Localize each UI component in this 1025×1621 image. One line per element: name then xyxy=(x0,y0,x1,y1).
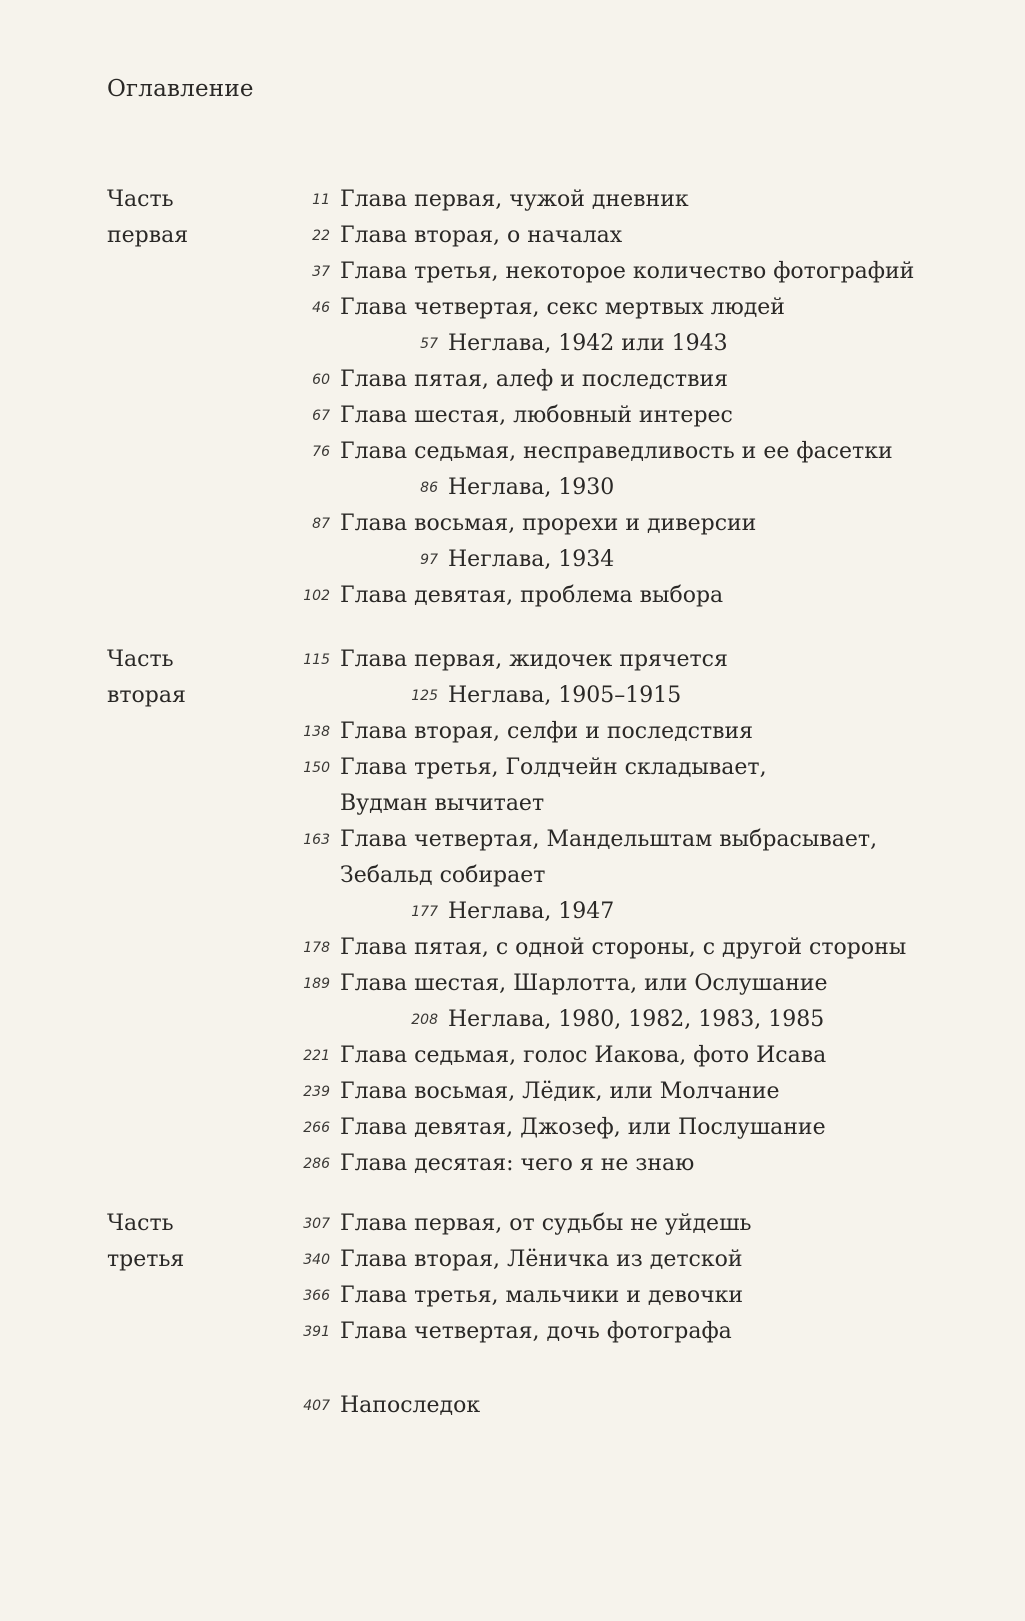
entry-title: Напоследок xyxy=(340,1393,481,1418)
entry-list xyxy=(0,642,1025,1182)
page-number: 407 xyxy=(303,1398,330,1414)
entry-title: Глава вторая, селфи и последствия xyxy=(340,719,754,744)
entry-title: Глава первая, жидочек прячется xyxy=(340,647,728,672)
toc-entry[interactable] xyxy=(0,1110,1025,1146)
toc-entry[interactable] xyxy=(0,1206,1025,1242)
toc-entry[interactable] xyxy=(0,434,1025,470)
entry-title: Глава седьмая, несправедливость и ее фасетки xyxy=(340,439,893,464)
page-number: 221 xyxy=(303,1048,330,1064)
page-number: 57 xyxy=(420,336,438,352)
entry-title: Глава пятая, алеф и последствия xyxy=(340,367,729,392)
page-number: 177 xyxy=(411,904,438,920)
toc-entry[interactable] xyxy=(0,966,1025,1002)
page-title: Оглавление xyxy=(107,76,254,102)
entry-title: Неглава, 1942 или 1943 xyxy=(448,331,728,356)
toc-subentry[interactable] xyxy=(0,542,1025,578)
entry-title: Глава третья, Голдчейн складывает, Вудман вычитает xyxy=(340,755,767,816)
toc-entry[interactable] xyxy=(0,714,1025,750)
toc-subentry[interactable] xyxy=(0,470,1025,506)
page-number: 178 xyxy=(303,940,330,956)
entry-title: Глава шестая, любовный интерес xyxy=(340,403,733,428)
page-number: 138 xyxy=(303,724,330,740)
entry-title: Глава шестая, Шарлотта, или Ослушание xyxy=(340,971,828,996)
entry-title: Глава седьмая, голос Иакова, фото Исава xyxy=(340,1043,827,1068)
toc-entry[interactable] xyxy=(0,182,1025,218)
toc-entry[interactable] xyxy=(0,1146,1025,1182)
toc-subentry[interactable] xyxy=(0,326,1025,362)
entry-title: Глава девятая, проблема выбора xyxy=(340,583,724,608)
page-number: 391 xyxy=(303,1324,330,1340)
page-number: 286 xyxy=(303,1156,330,1172)
entry-title: Глава третья, некоторое количество фотографий xyxy=(340,259,915,284)
entry-title: Глава пятая, с одной стороны, с другой стороны xyxy=(340,935,907,960)
toc-entry[interactable] xyxy=(0,218,1025,254)
toc-subentry[interactable] xyxy=(0,678,1025,714)
page-number: 11 xyxy=(312,192,330,208)
entry-title: Глава девятая, Джозеф, или Послушание xyxy=(340,1115,826,1140)
page-number: 76 xyxy=(312,444,330,460)
page-number: 86 xyxy=(420,480,438,496)
entry-title: Неглава, 1980, 1982, 1983, 1985 xyxy=(448,1007,825,1032)
entry-title: Неглава, 1947 xyxy=(448,899,615,924)
toc-entry[interactable] xyxy=(0,1038,1025,1074)
page-number: 340 xyxy=(303,1252,330,1268)
entry-list xyxy=(0,1206,1025,1350)
part-label: Часть третья xyxy=(107,1211,185,1272)
page-number: 22 xyxy=(312,228,330,244)
toc-entry[interactable] xyxy=(0,1074,1025,1110)
toc-entry[interactable] xyxy=(0,290,1025,326)
entry-title: Глава первая, чужой дневник xyxy=(340,187,689,212)
entry-title: Неглава, 1905–1915 xyxy=(448,683,682,708)
entry-title: Глава четвертая, Мандельштам выбрасывает, Зебальд собирает xyxy=(340,827,878,888)
toc-entry[interactable] xyxy=(0,930,1025,966)
page-number: 102 xyxy=(303,588,330,604)
page-number: 125 xyxy=(411,688,438,704)
entry-title: Глава третья, мальчики и девочки xyxy=(340,1283,744,1308)
page-number: 239 xyxy=(303,1084,330,1100)
toc-entry[interactable] xyxy=(0,254,1025,290)
toc-entry[interactable] xyxy=(0,1314,1025,1350)
entry-title: Глава первая, от судьбы не уйдешь xyxy=(340,1211,752,1236)
page-number: 266 xyxy=(303,1120,330,1136)
page-number: 150 xyxy=(303,760,330,776)
toc-subentry[interactable] xyxy=(0,894,1025,930)
entry-title: Глава восьмая, Лёдик, или Молчание xyxy=(340,1079,780,1104)
page-number: 60 xyxy=(312,372,330,388)
entry-list xyxy=(0,182,1025,614)
toc-entry[interactable] xyxy=(0,642,1025,678)
entry-title: Глава вторая, Лёничка из детской xyxy=(340,1247,743,1272)
page-number: 189 xyxy=(303,976,330,992)
toc-subentry[interactable] xyxy=(0,1002,1025,1038)
page-number: 208 xyxy=(411,1012,438,1028)
page-number: 115 xyxy=(303,652,330,668)
toc-entry[interactable] xyxy=(0,822,1025,894)
entry-title: Глава десятая: чего я не знаю xyxy=(340,1151,695,1176)
entry-title: Глава четвертая, дочь фотографа xyxy=(340,1319,732,1344)
toc-entry[interactable] xyxy=(0,362,1025,398)
entry-title: Неглава, 1930 xyxy=(448,475,615,500)
toc-entry[interactable] xyxy=(0,1388,1025,1424)
entry-title: Глава четвертая, секс мертвых людей xyxy=(340,295,785,320)
toc-entry[interactable] xyxy=(0,1278,1025,1314)
toc-entry[interactable] xyxy=(0,1242,1025,1278)
page-number: 97 xyxy=(420,552,438,568)
page-number: 87 xyxy=(312,516,330,532)
part-label: Часть вторая xyxy=(107,647,186,708)
toc-entry[interactable] xyxy=(0,578,1025,614)
entry-title: Неглава, 1934 xyxy=(448,547,615,572)
page-number: 163 xyxy=(303,832,330,848)
toc-entry[interactable] xyxy=(0,398,1025,434)
toc-entry[interactable] xyxy=(0,506,1025,542)
entry-title: Глава вторая, о началах xyxy=(340,223,623,248)
page-number: 37 xyxy=(312,264,330,280)
page-number: 46 xyxy=(312,300,330,316)
page-number: 307 xyxy=(303,1216,330,1232)
page-number: 366 xyxy=(303,1288,330,1304)
final-section xyxy=(0,1388,1025,1424)
page-number: 67 xyxy=(312,408,330,424)
entry-title: Глава восьмая, прорехи и диверсии xyxy=(340,511,757,536)
toc-entry[interactable] xyxy=(0,750,1025,822)
part-label: Часть первая xyxy=(107,187,189,248)
